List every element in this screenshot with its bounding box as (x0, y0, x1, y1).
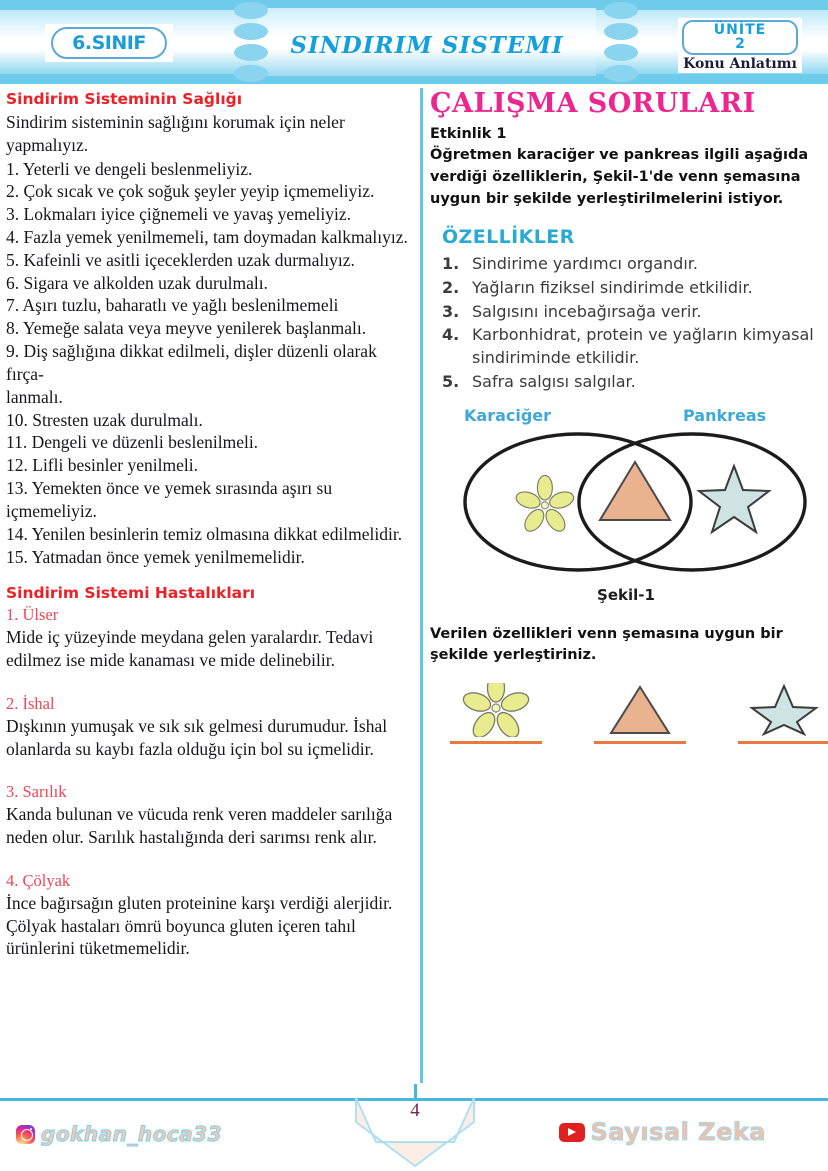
list-item: 7. Aşırı tuzlu, baharatlı ve yağlı beslenilmemeli (6, 295, 339, 316)
properties-block (430, 226, 822, 393)
property-text: Yağların fiziksel sindirimde etkilidir. (472, 277, 753, 297)
venn-caption: Şekil-1 (597, 585, 655, 604)
disease-title: 1. Ülser (6, 605, 59, 625)
disease-title: 3. Sarılık (6, 782, 67, 802)
header-beads-right (592, 0, 650, 84)
unit-badge-number: 2 (735, 36, 745, 52)
list-item: 3. Lokmaları iyice çiğnemeli ve yavaş yemeliyiz. (6, 204, 352, 225)
page-body (0, 84, 828, 1084)
page-header (0, 0, 828, 84)
list-item: 9. Diş sağlığına dikkat edilmeli, dişler düzenli olarak fırça- (6, 341, 377, 384)
list-item: 12. Lifli besinler yenilmeli. (6, 455, 198, 476)
list-item: 1. Yeterli ve dengeli beslenmeliyiz. (6, 158, 253, 179)
grade-badge-pill (51, 27, 167, 59)
answer-slot-flower[interactable] (450, 683, 542, 744)
health-tips-list (6, 158, 414, 569)
star-icon (699, 466, 769, 532)
property-text: Safra salgısı salgılar. (472, 371, 636, 391)
bead-decoration (604, 23, 638, 40)
venn-right-label: Pankreas (683, 405, 767, 425)
flower-icon (514, 475, 575, 534)
list-item: lanmalı. (6, 386, 63, 407)
list-item: 6. Sigara ve alkolden uzak durulmalı. (6, 272, 268, 293)
health-intro-text: Sindirim sisteminin sağlığını korumak için neler yapmalıyız. (6, 112, 345, 155)
list-item (442, 277, 822, 300)
list-item: 8. Yemeğe salata veya meyve yenilerek başlanmalı. (6, 318, 367, 339)
bead-decoration (234, 65, 268, 82)
property-text: Karbonhidrat, protein ve yağların kimyasal sindiriminde etkilidir. (472, 325, 814, 368)
disease-entry (6, 782, 414, 849)
list-item (442, 324, 822, 369)
star-icon (749, 683, 819, 737)
property-number: 1. (442, 254, 460, 274)
venn-svg (430, 424, 822, 586)
disease-entry (6, 605, 414, 672)
youtube-icon (559, 1123, 585, 1142)
list-item: 13. Yemekten önce ve yemek sırasında aşırı su içmemeliyiz. (6, 478, 333, 521)
grade-badge (45, 24, 173, 62)
instagram-credit[interactable] (16, 1122, 222, 1146)
disease-entry (6, 871, 414, 960)
left-column (6, 90, 414, 982)
list-item: 2. Çok sıcak ve çok soğuk şeyler yeyip içmemeliyiz. (6, 181, 375, 202)
property-number: 2. (442, 277, 460, 297)
answer-slots (430, 683, 822, 744)
unit-badge (678, 18, 802, 73)
properties-list (442, 253, 822, 393)
health-section-heading: Sindirim Sisteminin Sağlığı (6, 90, 243, 108)
disease-body: İnce bağırsağın gluten proteinine karşı verdiği alerjidir. Çölyak hastaları ömrü boyunca gluten içeren tahıl ürünlerini tüketmemelidir. (6, 892, 393, 959)
list-item: 11. Dengeli ve düzenli beslenilmeli. (6, 432, 259, 453)
bead-decoration (604, 65, 638, 82)
properties-heading: ÖZELLİKLER (442, 226, 575, 249)
instagram-handle: gokhan_hoca33 (41, 1122, 222, 1146)
answer-line[interactable] (450, 741, 542, 744)
answer-slot-star[interactable] (738, 683, 828, 744)
property-number: 5. (442, 371, 460, 391)
venn-diagram (430, 406, 822, 586)
disease-title: 2. İshal (6, 693, 55, 713)
column-divider (420, 88, 423, 1083)
list-item: 10. Stresten uzak durulmalı. (6, 409, 203, 430)
disease-entry (6, 694, 414, 761)
property-number: 4. (442, 325, 460, 345)
page-footer (0, 1084, 828, 1171)
bead-decoration (604, 44, 638, 61)
venn-left-label: Karaciğer (464, 405, 552, 425)
property-text: Salgısını incebağırsağa verir. (472, 301, 702, 321)
triangle-icon (600, 462, 670, 520)
flower-icon (461, 683, 531, 737)
activity-label: Etkinlik 1 (430, 126, 507, 142)
list-item: 14. Yenilen besinlerin temiz olmasına dikkat edilmelidir. (6, 523, 403, 544)
unit-badge-word: ÜNİTE (713, 22, 767, 38)
property-text: Sindirime yardımcı organdır. (472, 254, 698, 274)
list-item: 5. Kafeinli ve asitli içeceklerden uzak durmalıyız. (6, 249, 355, 270)
list-item: 4. Fazla yemek yenilmemeli, tam doymadan kalkmalıyız. (6, 226, 408, 247)
unit-badge-pill (682, 20, 798, 55)
study-questions-title: ÇALIŞMA SORULARI (430, 88, 756, 119)
disease-body: Kanda bulunan ve vücuda renk veren maddeler sarılığa neden olur. Sarılık hastalığında deri sarımsı renk alır. (6, 804, 393, 848)
property-number: 3. (442, 301, 460, 321)
list-item (442, 253, 822, 276)
spacer (6, 568, 414, 584)
list-item (442, 301, 822, 324)
disease-body: Dışkının yumuşak ve sık sık gelmesi durumudur. İshal olanlarda su kaybı fazla olduğu için bol su içmelidir. (6, 715, 388, 759)
activity-instruction: Öğretmen karaciğer ve pankreas ilgili aşağıda verdiği özelliklerin, Şekil-1'de venn şemasına uygun bir şekilde yerleştirilmelerini istiyor. (430, 147, 809, 207)
answer-slot-triangle[interactable] (594, 683, 686, 744)
disease-body: Mide iç yüzeyinde meydana gelen yaralardır. Tedavi edilmez ise mide kanaması ve mide delinebilir. (6, 627, 374, 671)
answer-line[interactable] (738, 741, 828, 744)
instagram-icon (16, 1125, 35, 1144)
bead-decoration (234, 2, 268, 19)
list-item (442, 371, 822, 394)
diseases-section-heading: Sindirim Sistemi Hastalıkları (6, 584, 256, 603)
banner-title: SINDIRIM SISTEMI (290, 32, 564, 59)
grade-badge-label: 6.SINIF (72, 32, 146, 54)
youtube-channel-name: Sayısal Zeka (590, 1118, 766, 1146)
placement-instruction: Verilen özellikleri venn şemasına uygun bir şekilde yerleştiriniz. (430, 625, 783, 664)
youtube-credit[interactable] (559, 1118, 766, 1146)
bead-decoration (604, 2, 638, 19)
unit-badge-subtitle: Konu Anlatımı (683, 56, 797, 72)
disease-title: 4. Çölyak (6, 870, 71, 890)
triangle-icon (605, 683, 675, 737)
answer-line[interactable] (594, 741, 686, 744)
right-column (430, 88, 822, 744)
page-number: 4 (410, 1100, 420, 1121)
list-item: 15. Yatmadan önce yemek yenilmemelidir. (6, 546, 305, 567)
